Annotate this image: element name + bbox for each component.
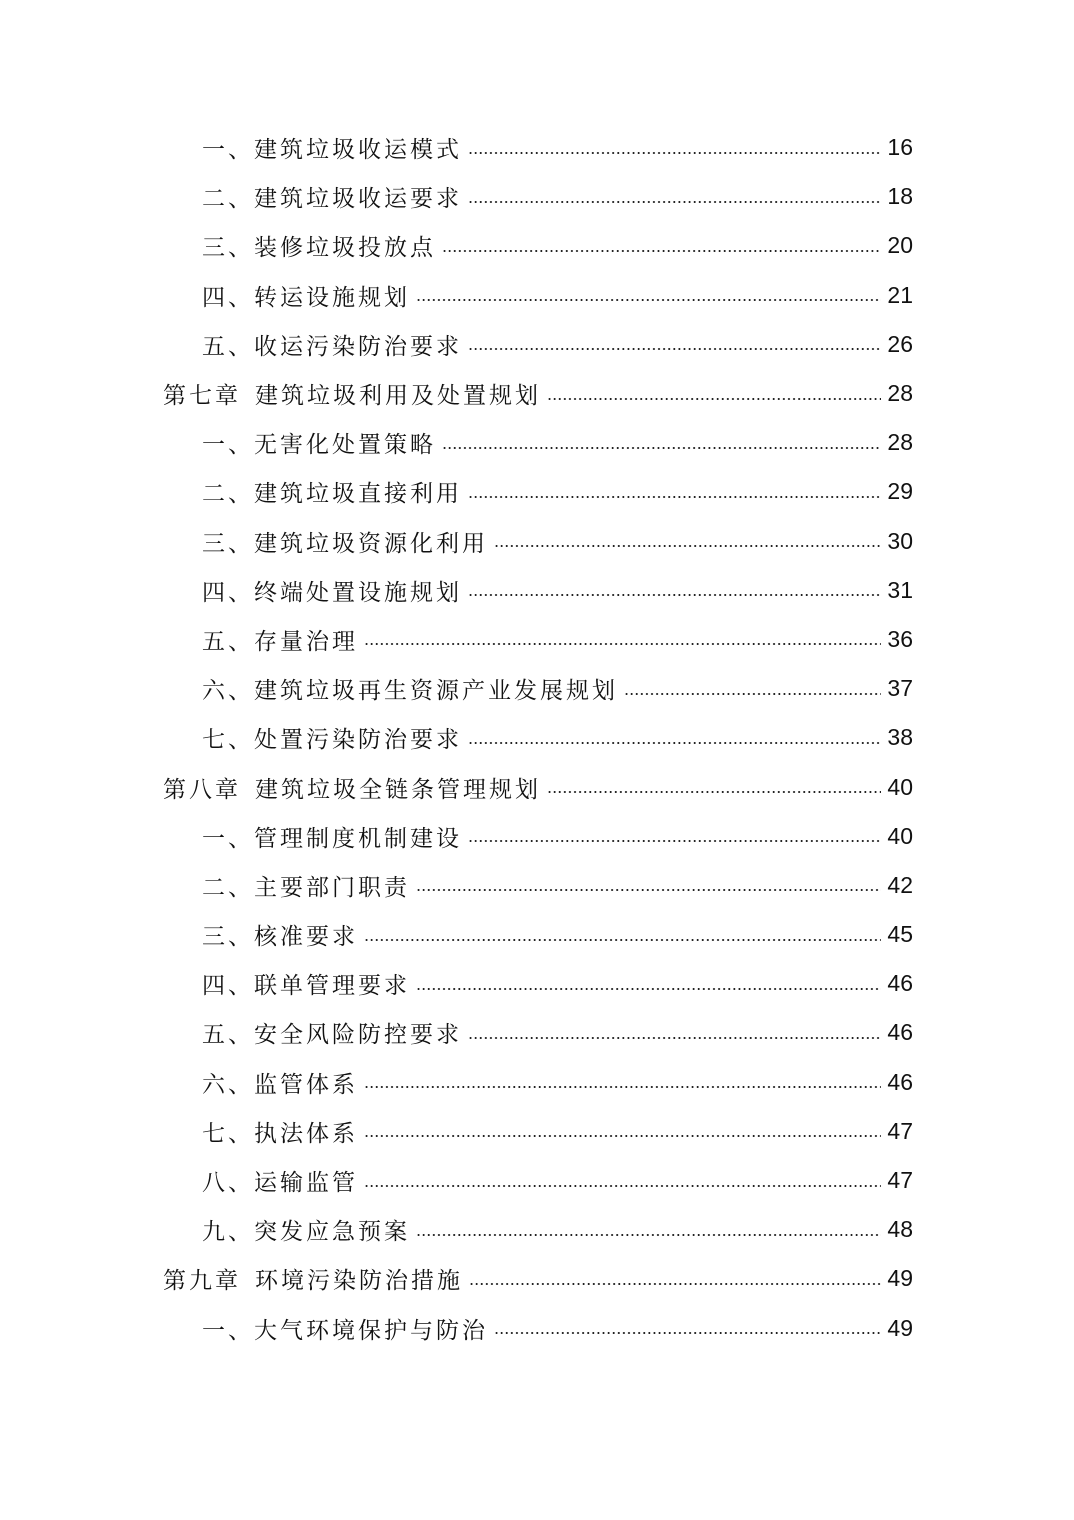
toc-entry-title: 建筑垃圾再生资源产业发展规划 xyxy=(254,678,618,705)
toc-entry-title: 联单管理要求 xyxy=(254,973,410,1000)
toc-entry-number: 七、 xyxy=(202,727,254,754)
dot-leader xyxy=(547,398,881,400)
toc-entry-number: 第九章 xyxy=(163,1268,241,1295)
toc-entry-title: 建筑垃圾利用及处置规划 xyxy=(255,383,541,410)
toc-entry-page-number: 48 xyxy=(887,1216,913,1243)
toc-entry-page-number: 26 xyxy=(887,330,913,357)
toc-section-entry[interactable] xyxy=(0,812,1074,861)
toc-entry-title: 终端处置设施规划 xyxy=(254,579,462,606)
toc-entry-number: 第七章 xyxy=(163,383,241,410)
toc-section-entry[interactable] xyxy=(0,172,1074,221)
toc-entry-page-number: 40 xyxy=(887,822,913,849)
dot-leader xyxy=(416,988,881,990)
toc-chapter-entry[interactable] xyxy=(0,762,1074,811)
toc-entry-title: 管理制度机制建设 xyxy=(254,825,462,852)
toc-entry-page-number: 16 xyxy=(887,134,913,161)
toc-section-entry[interactable] xyxy=(0,1156,1074,1205)
toc-entry-number: 一、 xyxy=(202,825,254,852)
toc-entry-number: 四、 xyxy=(202,579,254,606)
toc-chapter-entry[interactable] xyxy=(0,369,1074,418)
toc-entry-page-number: 36 xyxy=(887,625,913,652)
toc-entry-title: 建筑垃圾全链条管理规划 xyxy=(255,776,541,803)
toc-entry-title: 核准要求 xyxy=(254,924,358,951)
toc-section-entry[interactable] xyxy=(0,615,1074,664)
dot-leader xyxy=(494,545,881,547)
toc-section-entry[interactable] xyxy=(0,1008,1074,1057)
dot-leader xyxy=(468,1037,881,1039)
toc-entry-page-number: 49 xyxy=(887,1314,913,1341)
dot-leader xyxy=(468,742,881,744)
toc-entry-page-number: 47 xyxy=(887,1167,913,1194)
dot-leader xyxy=(468,201,881,203)
toc-entry-page-number: 30 xyxy=(887,527,913,554)
toc-entry-title: 安全风险防控要求 xyxy=(254,1022,462,1049)
dot-leader xyxy=(494,1332,881,1334)
dot-leader xyxy=(364,643,881,645)
toc-entry-number: 九、 xyxy=(202,1219,254,1246)
toc-entry-number: 一、 xyxy=(202,432,254,459)
toc-entry-title: 存量治理 xyxy=(254,628,358,655)
toc-entry-title: 转运设施规划 xyxy=(254,284,410,311)
toc-entry-number: 三、 xyxy=(202,235,254,262)
toc-entry-title: 建筑垃圾收运模式 xyxy=(254,137,462,164)
toc-entry-title: 收运污染防治要求 xyxy=(254,333,462,360)
toc-entry-title: 主要部门职责 xyxy=(254,874,410,901)
toc-section-entry[interactable] xyxy=(0,271,1074,320)
toc-section-entry[interactable] xyxy=(0,320,1074,369)
toc-section-entry[interactable] xyxy=(0,1107,1074,1156)
toc-section-entry[interactable] xyxy=(0,221,1074,270)
toc-entry-page-number: 28 xyxy=(887,380,913,407)
toc-entry-title: 建筑垃圾直接利用 xyxy=(254,481,462,508)
dot-leader xyxy=(468,496,881,498)
toc-entry-page-number: 40 xyxy=(887,773,913,800)
toc-entry-number: 一、 xyxy=(202,1317,254,1344)
toc-entry-title: 建筑垃圾资源化利用 xyxy=(254,530,488,557)
toc-entry-title: 建筑垃圾收运要求 xyxy=(254,186,462,213)
toc-entry-number: 五、 xyxy=(202,333,254,360)
toc-entry-title: 执法体系 xyxy=(254,1120,358,1147)
dot-leader xyxy=(416,889,881,891)
dot-leader xyxy=(469,1283,881,1285)
dot-leader xyxy=(442,250,881,252)
toc-entry-title: 突发应急预案 xyxy=(254,1219,410,1246)
dot-leader xyxy=(416,299,881,301)
toc-entry-title: 监管体系 xyxy=(254,1071,358,1098)
toc-entry-title: 处置污染防治要求 xyxy=(254,727,462,754)
toc-entry-number: 四、 xyxy=(202,284,254,311)
toc-entry-page-number: 46 xyxy=(887,1019,913,1046)
dot-leader xyxy=(364,939,881,941)
toc-entry-number: 一、 xyxy=(202,137,254,164)
dot-leader xyxy=(442,447,881,449)
dot-leader xyxy=(468,594,881,596)
toc-section-entry[interactable] xyxy=(0,123,1074,172)
toc-section-entry[interactable] xyxy=(0,467,1074,516)
toc-section-entry[interactable] xyxy=(0,1304,1074,1353)
toc-entry-number: 第八章 xyxy=(163,776,241,803)
dot-leader xyxy=(468,840,881,842)
toc-entry-title: 大气环境保护与防治 xyxy=(254,1317,488,1344)
toc-entry-page-number: 46 xyxy=(887,1068,913,1095)
toc-entry-title: 运输监管 xyxy=(254,1170,358,1197)
toc-entry-number: 八、 xyxy=(202,1170,254,1197)
toc-section-entry[interactable] xyxy=(0,1205,1074,1254)
toc-entry-page-number: 28 xyxy=(887,429,913,456)
toc-entry-page-number: 47 xyxy=(887,1117,913,1144)
dot-leader xyxy=(364,1135,881,1137)
dot-leader xyxy=(547,791,881,793)
toc-entry-page-number: 42 xyxy=(887,871,913,898)
toc-entry-number: 三、 xyxy=(202,924,254,951)
toc-entry-page-number: 29 xyxy=(887,478,913,505)
dot-leader xyxy=(468,348,881,350)
toc-chapter-entry[interactable] xyxy=(0,1254,1074,1303)
toc-section-entry[interactable] xyxy=(0,566,1074,615)
toc-entry-number: 五、 xyxy=(202,628,254,655)
toc-entry-number: 七、 xyxy=(202,1120,254,1147)
toc-entry-title: 无害化处置策略 xyxy=(254,432,436,459)
toc-entry-title: 环境污染防治措施 xyxy=(255,1268,463,1295)
dot-leader xyxy=(364,1185,881,1187)
toc-section-entry[interactable] xyxy=(0,713,1074,762)
toc-entry-number: 二、 xyxy=(202,481,254,508)
toc-section-entry[interactable] xyxy=(0,910,1074,959)
toc-entry-number: 五、 xyxy=(202,1022,254,1049)
toc-section-entry[interactable] xyxy=(0,1058,1074,1107)
toc-entry-page-number: 31 xyxy=(887,576,913,603)
toc-entry-page-number: 46 xyxy=(887,970,913,997)
toc-entry-number: 四、 xyxy=(202,973,254,1000)
dot-leader xyxy=(624,693,881,695)
toc-section-entry[interactable] xyxy=(0,517,1074,566)
toc-entry-number: 六、 xyxy=(202,1071,254,1098)
table-of-contents xyxy=(0,123,1074,1353)
toc-entry-number: 二、 xyxy=(202,874,254,901)
toc-section-entry[interactable] xyxy=(0,418,1074,467)
toc-entry-number: 六、 xyxy=(202,678,254,705)
toc-entry-page-number: 37 xyxy=(887,675,913,702)
toc-entry-page-number: 49 xyxy=(887,1265,913,1292)
toc-section-entry[interactable] xyxy=(0,861,1074,910)
toc-entry-page-number: 45 xyxy=(887,921,913,948)
dot-leader xyxy=(468,152,881,154)
toc-entry-page-number: 20 xyxy=(887,232,913,259)
toc-entry-page-number: 18 xyxy=(887,183,913,210)
toc-entry-page-number: 21 xyxy=(887,281,913,308)
toc-entry-title: 装修垃圾投放点 xyxy=(254,235,436,262)
dot-leader xyxy=(364,1086,881,1088)
dot-leader xyxy=(416,1234,881,1236)
toc-section-entry[interactable] xyxy=(0,664,1074,713)
toc-section-entry[interactable] xyxy=(0,959,1074,1008)
toc-entry-number: 三、 xyxy=(202,530,254,557)
toc-entry-number: 二、 xyxy=(202,186,254,213)
toc-entry-page-number: 38 xyxy=(887,724,913,751)
